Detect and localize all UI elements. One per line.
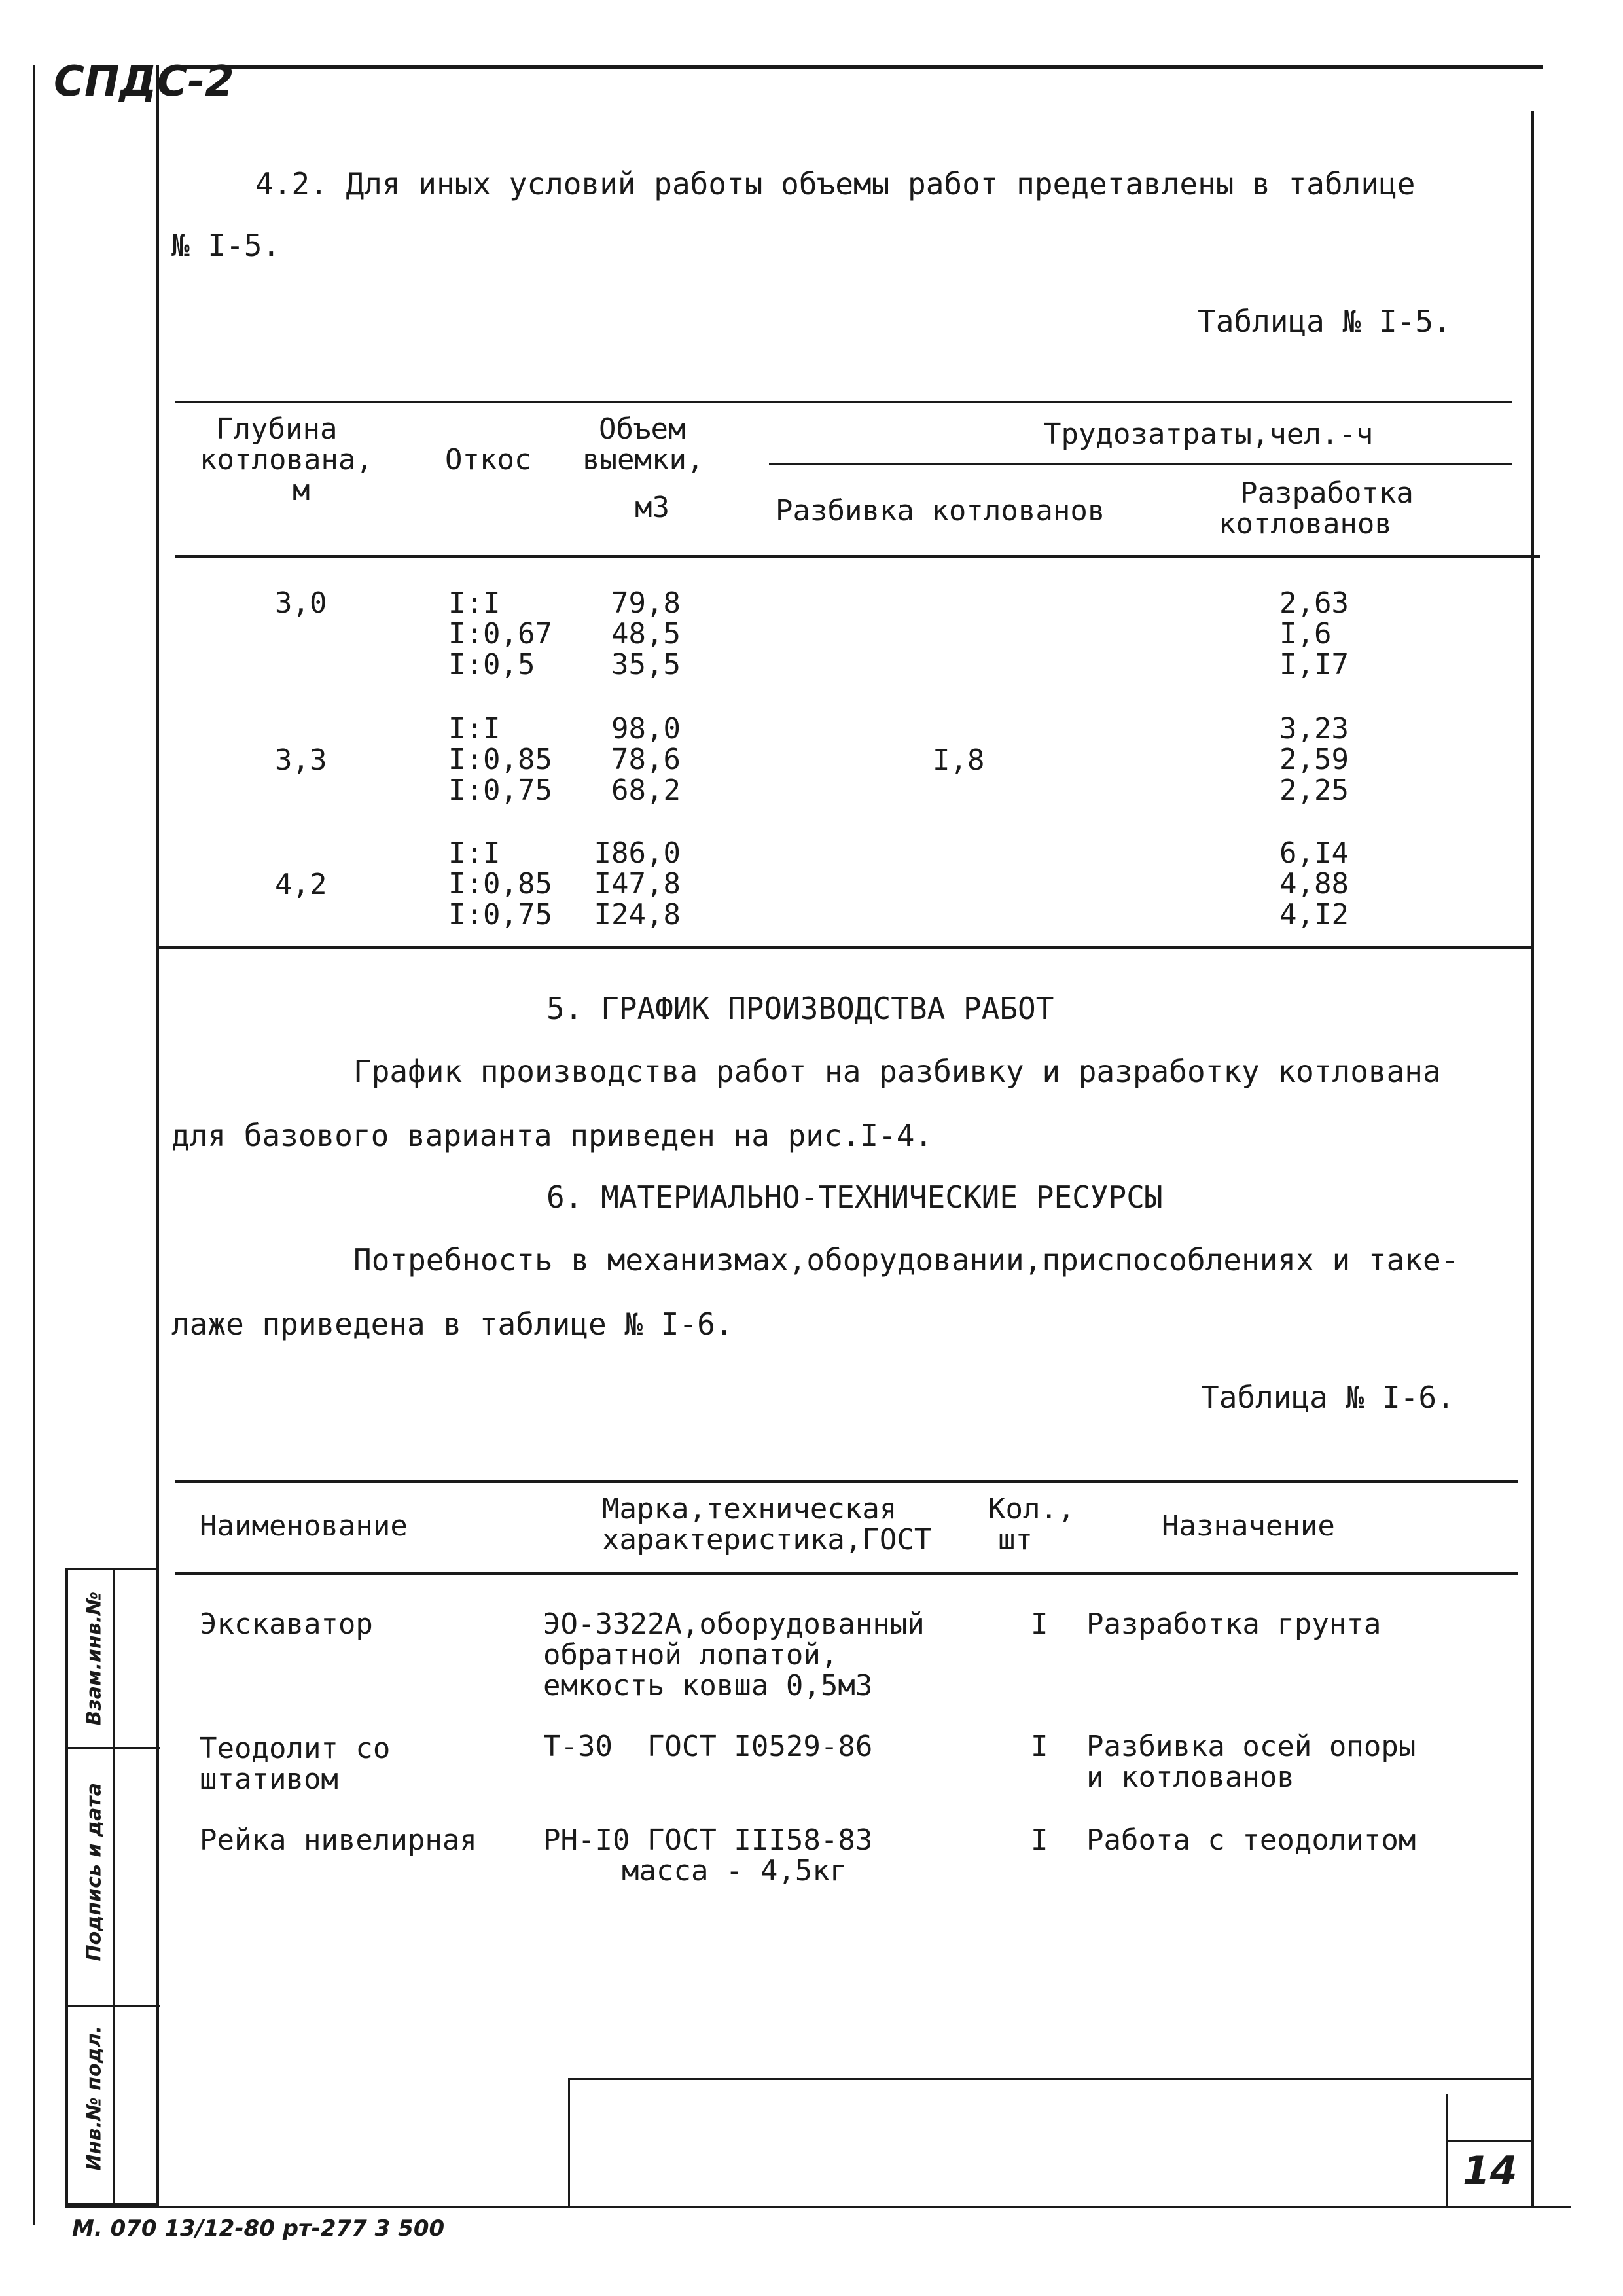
- section5-heading: 5. ГРАФИК ПРОИЗВОДСТВА РАБОТ: [546, 991, 1054, 1026]
- table15-header-depth-2: котлована,: [200, 443, 373, 476]
- side-stamp: [65, 1568, 157, 2206]
- frame-right: [1531, 111, 1534, 2206]
- side-stamp-cell-2: Подпись и дата: [82, 1783, 106, 1962]
- side-stamp-divider: [113, 1570, 115, 2208]
- table16-row-purpose: и котлованов: [1086, 1761, 1294, 1794]
- table16-header-qty-1: Кол.,: [988, 1492, 1075, 1526]
- table15-row-labor: 3,23: [1279, 712, 1349, 745]
- table16-row-mark: масса - 4,5кг: [622, 1854, 847, 1888]
- table15-header-slope: Откос: [445, 443, 532, 476]
- table15-header-volume-3: м3: [635, 491, 669, 524]
- table16-row-purpose: Работа с теодолитом: [1086, 1823, 1416, 1857]
- table16-row-mark: Т-30 ГОСТ I0529-86: [543, 1730, 873, 1763]
- table15-row-labor: 2,63: [1279, 586, 1349, 620]
- table15-row-volume: I24,8: [594, 898, 681, 931]
- section5-line-2: для базового варианта приведен на рис.I-4.: [171, 1118, 933, 1153]
- table16-row-name: Теодолит со: [200, 1732, 391, 1765]
- table15-row-labor: 4,88: [1279, 867, 1349, 901]
- intro-line-1: 4.2. Для иных условий работы объемы работ предетавлены в таблице: [255, 166, 1416, 202]
- table15-row-volume: 35,5: [611, 648, 681, 681]
- table16-row-name: Экскаватор: [200, 1607, 373, 1641]
- table16-header-purpose: Назначение: [1162, 1509, 1335, 1543]
- table16-caption: Таблица № I-6.: [1201, 1380, 1455, 1415]
- side-stamp-cell-3: Инв.№ подл.: [82, 2025, 106, 2171]
- table15-row-labor: 4,I2: [1279, 898, 1349, 931]
- table15-row-volume: 79,8: [611, 586, 681, 620]
- table15-header-rule: [175, 555, 1540, 558]
- table15-bottom-rule: [159, 946, 1532, 949]
- table15-row-slope: I:I: [448, 836, 501, 870]
- table16-row-purpose: Разработка грунта: [1086, 1607, 1382, 1641]
- title-block-left: [568, 2078, 570, 2206]
- table15-header-depth-1: Глубина: [216, 412, 338, 446]
- table15-row-labor: 2,59: [1279, 743, 1349, 776]
- table15-row-volume: I47,8: [594, 867, 681, 901]
- table15-depth-4-2: 4,2: [275, 868, 327, 901]
- document-stamp: СПДС-2: [54, 58, 234, 106]
- outer-left-rule: [33, 65, 35, 2225]
- intro-line-2: № I-5.: [171, 228, 281, 263]
- side-stamp-divider: [68, 1747, 160, 1749]
- table16-row-purpose: Разбивка осей опоры: [1086, 1730, 1416, 1763]
- table16-row-name: Рейка нивелирная: [200, 1823, 477, 1857]
- table15-depth-3-0: 3,0: [275, 586, 327, 620]
- table15-row-slope: I:0,5: [448, 648, 535, 681]
- table15-header-development-1: Разработка: [1240, 476, 1414, 510]
- table15-row-labor: 2,25: [1279, 774, 1349, 807]
- table16-header-rule: [175, 1572, 1518, 1575]
- section6-heading: 6. МАТЕРИАЛЬНО-ТЕХНИЧЕСКИЕ РЕСУРСЫ: [546, 1179, 1163, 1215]
- table15-row-slope: I:I: [448, 712, 501, 745]
- bottom-note: М. 070 13/12-80 рт-277 3 500: [72, 2215, 445, 2242]
- table16-row-mark: обратной лопатой,: [543, 1638, 838, 1672]
- table16-row-qty: I: [1031, 1730, 1048, 1763]
- table15-row-labor: 6,I4: [1279, 836, 1349, 870]
- table15-row-volume: 78,6: [611, 743, 681, 776]
- table15-layout-value: I,8: [933, 744, 985, 777]
- table16-row-qty: I: [1031, 1607, 1048, 1641]
- table15-row-slope: I:0,75: [448, 898, 552, 931]
- table15-row-labor: I,6: [1279, 617, 1332, 651]
- table15-labor-rule: [769, 463, 1512, 465]
- table16-row-name: штативом: [200, 1763, 338, 1796]
- table15-row-slope: I:0,85: [448, 867, 552, 901]
- title-block-page-divider: [1446, 2094, 1448, 2206]
- table15-header-depth-3: м: [293, 474, 310, 507]
- table15-row-volume: 48,5: [611, 617, 681, 651]
- table16-row-mark: РН-I0 ГОСТ III58-83: [543, 1823, 873, 1857]
- table15-row-slope: I:0,85: [448, 743, 552, 776]
- side-stamp-divider: [68, 2005, 160, 2007]
- title-block-page-rule: [1446, 2140, 1531, 2142]
- table16-header-mark-1: Марка,техническая: [602, 1492, 897, 1526]
- table15-row-slope: I:0,67: [448, 617, 552, 651]
- table15-row-labor: I,I7: [1279, 648, 1349, 681]
- side-stamp-cell-1: Взам.инв.№: [82, 1591, 106, 1726]
- table15-row-slope: I:I: [448, 586, 501, 620]
- title-block-top: [568, 2078, 1531, 2080]
- table16-header-name: Наименование: [200, 1509, 408, 1543]
- table16-row-qty: I: [1031, 1823, 1048, 1857]
- table16-header-qty-2: шт: [998, 1523, 1033, 1556]
- page-number: 14: [1463, 2148, 1518, 2194]
- table15-caption: Таблица № I-5.: [1198, 304, 1452, 339]
- table16-top-rule: [175, 1480, 1518, 1483]
- section6-line-2: лаже приведена в таблице № I-6.: [171, 1306, 734, 1342]
- table16-row-mark: емкость ковша 0,5м3: [543, 1669, 873, 1702]
- table15-top-rule: [175, 401, 1512, 403]
- table16-header-mark-2: характеристика,ГОСТ: [602, 1523, 932, 1556]
- table15-header-volume-1: Объем: [599, 412, 686, 446]
- table15-header-volume-2: выемки,: [582, 443, 704, 476]
- table15-row-volume: I86,0: [594, 836, 681, 870]
- frame-top: [175, 65, 1543, 69]
- table15-header-labor: Трудозатраты,чел.-ч: [1044, 418, 1374, 451]
- frame-bottom: [65, 2206, 1571, 2208]
- section5-line-1: График производства работ на разбивку и разработку котлована: [353, 1054, 1441, 1089]
- table15-header-layout: Разбивка котлованов: [776, 494, 1105, 528]
- section6-line-1: Потребность в механизмах,оборудовании,приспособлениях и таке-: [353, 1242, 1459, 1278]
- table15-row-volume: 98,0: [611, 712, 681, 745]
- table15-header-development-2: котлованов: [1219, 507, 1392, 541]
- table16-row-mark: ЭО-3322А,оборудованный: [543, 1607, 925, 1641]
- table15-row-slope: I:0,75: [448, 774, 552, 807]
- table15-row-volume: 68,2: [611, 774, 681, 807]
- table15-depth-3-3: 3,3: [275, 744, 327, 777]
